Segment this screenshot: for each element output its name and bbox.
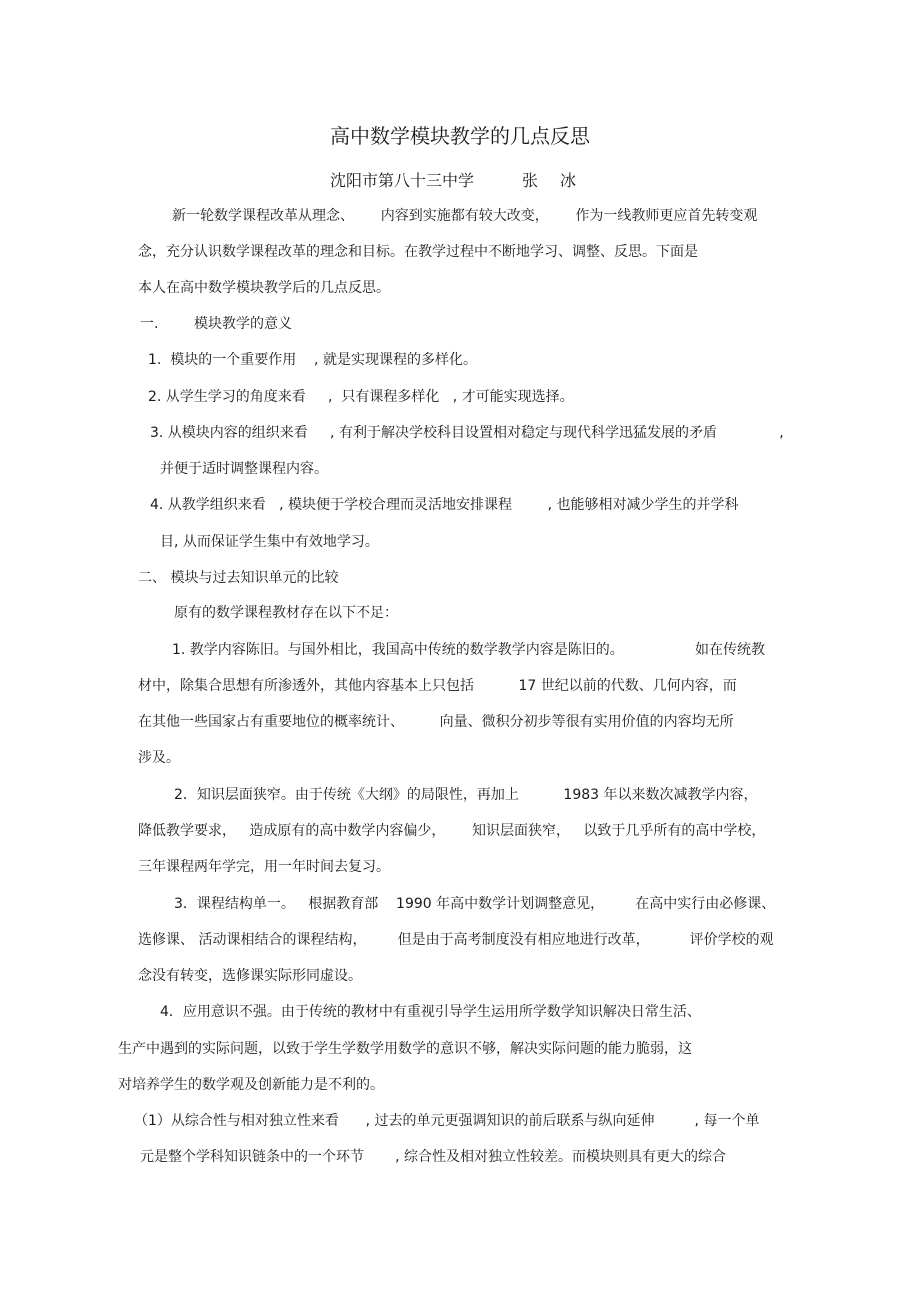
list-item-continued: 并便于适时调整课程内容。: [160, 461, 328, 477]
body-line: 在其他一些国家占有重要地位的概率统计、 向量、微积分初步等很有实用价值的内容均无所: [138, 714, 734, 730]
body-line: 念，充分认识数学课程改革的理念和目标。在教学过程中不断地学习、调整、反思。下面是: [138, 244, 698, 260]
body-line: 选修课、 活动课相结合的课程结构， 但是由于高考制度没有相应地进行改革， 评价学校的观: [138, 932, 774, 948]
body-line: 三年课程两年学完，用一年时间去复习。: [138, 859, 390, 875]
body-line: 生产中遇到的实际问题，以致于学生学数学用数学的意识不够，解决实际问题的能力脆弱，这: [118, 1041, 692, 1057]
body-line: 对培养学生的数学观及创新能力是不利的。: [118, 1077, 384, 1093]
body-line: （1）从综合性与相对独立性来看 , 过去的单元更强调知识的前后联系与纵向延伸 , 每一个单: [134, 1113, 760, 1129]
body-line: 念没有转变，选修课实际形同虚设。: [138, 968, 362, 984]
document-title: 高中数学模块教学的几点反思: [330, 124, 590, 148]
author-line: [330, 171, 576, 191]
body-line: 涉及。: [138, 750, 180, 766]
body-line: 元是整个学科知识链条中的一个环节 , 综合性及相对独立性较差。而模块则具有更大的综合: [140, 1149, 727, 1165]
author-school: 沈阳市第八十三中学: [330, 171, 475, 190]
body-line: 3．课程结构单一。 根据教育部 1990 年高中数学计划调整意见， 在高中实行由必修课、: [174, 896, 776, 912]
body-line: 2．知识层面狭窄。由于传统《大纲》的局限性，再加上 1983 年以来数次减教学内容，: [174, 787, 758, 803]
body-line: 材中，除集合思想有所渗透外，其他内容基本上只包括 17 世纪以前的代数、几何内容，而: [138, 678, 737, 694]
list-item: 1. 模块的一个重要作用 , 就是实现课程的多样化。: [148, 352, 477, 368]
body-line: 4．应用意识不强。由于传统的教材中有重视引导学生运用所学数学知识解决日常生活、: [160, 1004, 701, 1020]
section-heading: 二、 模块与过去知识单元的比较: [138, 570, 339, 586]
body-line: 降低教学要求， 造成原有的高中数学内容偏少， 知识层面狭窄， 以致于几乎所有的高中学校，: [138, 823, 766, 839]
section-heading: 一. 模块教学的意义: [140, 316, 293, 332]
author-name-given-1: 张: [522, 171, 539, 190]
author-name-given-2: 冰: [560, 171, 577, 190]
body-line: 新一轮数学课程改革从理念、 内容到实施都有较大改变， 作为一线教师更应首先转变观: [172, 208, 758, 224]
list-item-continued: 目, 从而保证学生集中有效地学习。: [160, 534, 379, 550]
body-line: 本人在高中数学模块教学后的几点反思。: [138, 280, 390, 296]
body-line: 原有的数学课程教材存在以下不足：: [174, 605, 398, 621]
list-item: 4. 从教学组织来看 , 模块便于学校合理而灵活地安排课程 , 也能够相对减少学生的并学科: [150, 497, 739, 513]
list-item: 3. 从模块内容的组织来看 , 有利于解决学校科目设置相对稳定与现代科学迅猛发展的矛盾 ,: [150, 425, 784, 441]
list-item: 2. 从学生学习的角度来看 , 只有课程多样化 , 才可能实现选择。: [148, 389, 574, 405]
body-line: 1. 教学内容陈旧。与国外相比，我国高中传统的数学教学内容是陈旧的。 如在传统教: [172, 642, 766, 658]
